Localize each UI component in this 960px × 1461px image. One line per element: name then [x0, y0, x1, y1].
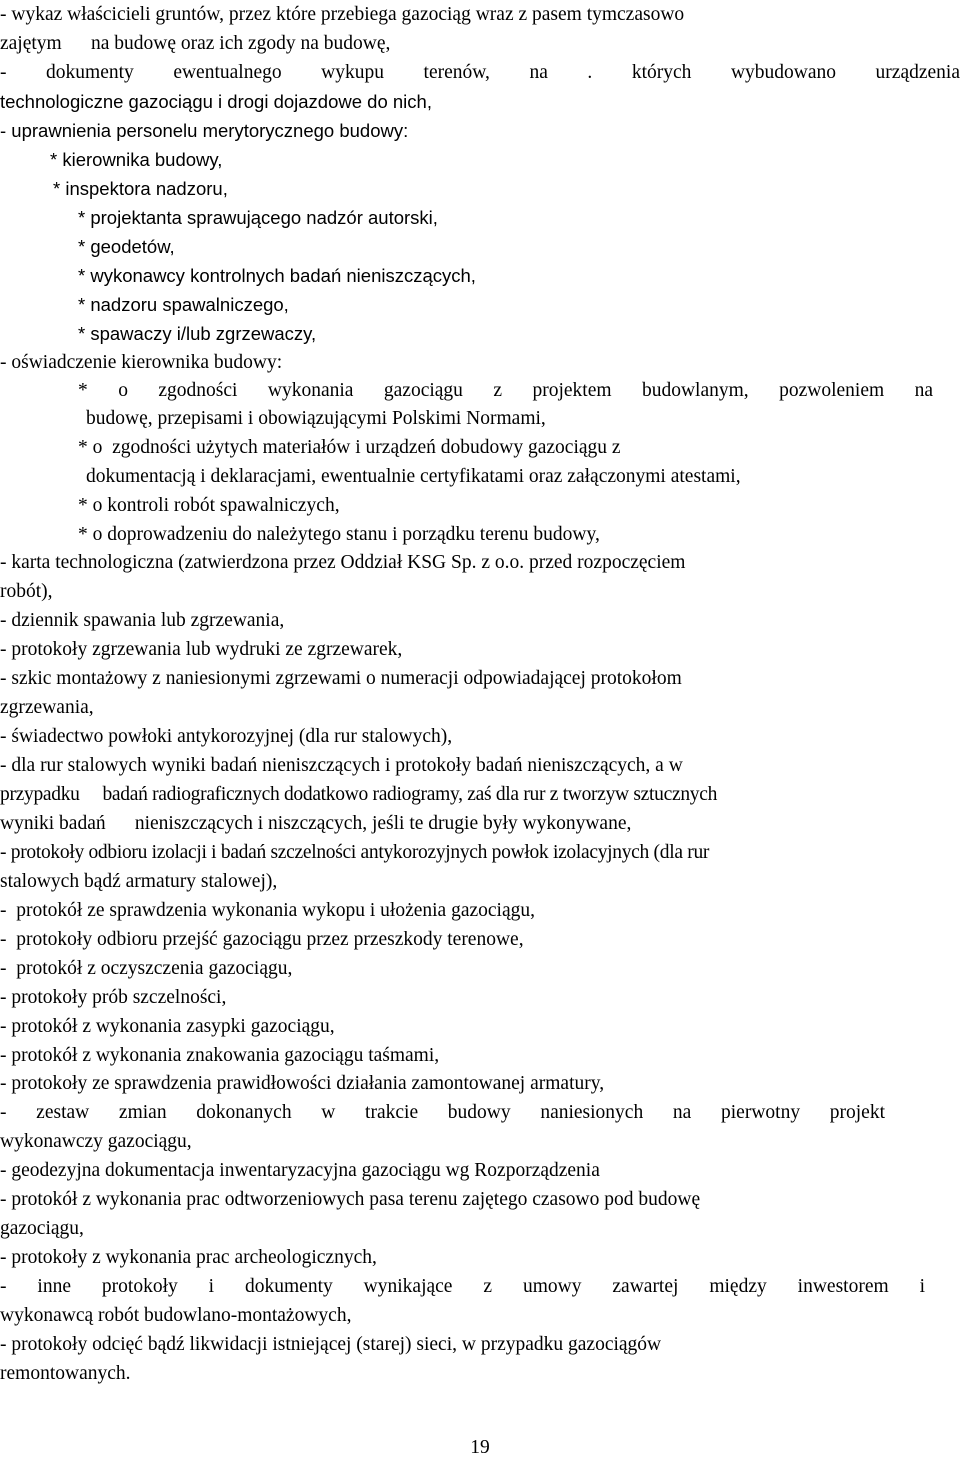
- text-line: * wykonawcy kontrolnych badań nieniszczących,: [78, 265, 476, 286]
- text-line: - protokoły z wykonania prac archeologicznych,: [0, 1247, 377, 1268]
- text-line: * inspektora nadzoru,: [53, 178, 228, 199]
- text-line: * projektanta sprawującego nadzór autorski,: [78, 207, 438, 228]
- text-line: - protokół ze sprawdzenia wykonania wykopu i ułożenia gazociągu,: [0, 900, 535, 921]
- text-line: technologiczne gazociągu i drogi dojazdowe do nich,: [0, 91, 432, 112]
- text-line: wykonawcą robót budowlano-montażowych,: [0, 1305, 352, 1326]
- text-line: budowę, przepisami i obowiązującymi Polskimi Normami,: [86, 408, 546, 429]
- text-line: remontowanych.: [0, 1363, 131, 1384]
- text-line: przypadku badań radiograficznych dodatkowo radiogramy, zaś dla rur z tworzyw sztucznych: [0, 784, 718, 805]
- text-line: gazociągu,: [0, 1218, 84, 1239]
- text-line: - dziennik spawania lub zgrzewania,: [0, 610, 285, 631]
- text-line: - protokoły odbioru przejść gazociągu przez przeszkody terenowe,: [0, 929, 524, 950]
- text-line: - protokół z wykonania prac odtworzeniowych pasa terenu zajętego czasowo pod budowę: [0, 1189, 701, 1210]
- text-line: - dla rur stalowych wyniki badań nieniszczących i protokoły badań nieniszczących, a w: [0, 755, 683, 776]
- text-line: * kierownika budowy,: [50, 149, 223, 170]
- text-line: * o doprowadzeniu do należytego stanu i porządku terenu budowy,: [78, 524, 600, 545]
- text-line: - dokumenty ewentualnego wykupu terenów, na . których wybudowano urządzenia: [0, 62, 960, 83]
- text-line: * o zgodności wykonania gazociągu z projektem budowlanym, pozwoleniem na: [78, 380, 933, 401]
- page-number: 19: [470, 1437, 490, 1458]
- text-line: - wykaz właścicieli gruntów, przez które przebiega gazociąg wraz z pasem tymczasowo: [0, 4, 685, 25]
- text-line: - protokoły odcięć bądź likwidacji istniejącej (starej) sieci, w przypadku gazociągów: [0, 1334, 662, 1355]
- text-line: * nadzoru spawalniczego,: [78, 294, 289, 315]
- text-line: - szkic montażowy z naniesionymi zgrzewami o numeracji odpowiadającej protokołom: [0, 668, 682, 689]
- text-line: - zestaw zmian dokonanych w trakcie budowy naniesionych na pierwotny projekt: [0, 1102, 885, 1123]
- text-line: * o zgodności użytych materiałów i urządzeń dobudowy gazociągu z: [78, 437, 621, 458]
- text-line: - geodezyjna dokumentacja inwentaryzacyjna gazociągu wg Rozporządzenia: [0, 1160, 600, 1181]
- text-line: - uprawnienia personelu merytorycznego budowy:: [0, 120, 409, 141]
- text-line: - karta technologiczna (zatwierdzona przez Oddział KSG Sp. z o.o. przed rozpoczęciem: [0, 552, 686, 573]
- text-line: - protokół z wykonania znakowania gazociągu taśmami,: [0, 1045, 440, 1066]
- text-line: - protokół z wykonania zasypki gazociągu,: [0, 1016, 335, 1037]
- text-line: - protokoły prób szczelności,: [0, 987, 227, 1008]
- text-line: - protokoły ze sprawdzenia prawidłowości działania zamontowanej armatury,: [0, 1073, 605, 1094]
- text-line: wykonawczy gazociągu,: [0, 1131, 192, 1152]
- text-line: robót),: [0, 581, 53, 602]
- text-line: - protokoły zgrzewania lub wydruki ze zgrzewarek,: [0, 639, 403, 660]
- text-line: - inne protokoły i dokumenty wynikające z umowy zawartej między inwestorem i: [0, 1276, 925, 1297]
- text-line: dokumentacją i deklaracjami, ewentualnie certyfikatami oraz załączonymi atestami,: [86, 466, 741, 487]
- text-line: stalowych bądź armatury stalowej),: [0, 871, 278, 892]
- text-line: - oświadczenie kierownika budowy:: [0, 352, 283, 373]
- text-line: * o kontroli robót spawalniczych,: [78, 495, 340, 516]
- text-line: zgrzewania,: [0, 697, 94, 718]
- text-line: zajętym na budowę oraz ich zgody na budowę,: [0, 33, 391, 54]
- text-line: wyniki badań nieniszczących i niszczących, jeśli te drugie były wykonywane,: [0, 813, 632, 834]
- text-line: - świadectwo powłoki antykorozyjnej (dla rur stalowych),: [0, 726, 453, 747]
- text-line: * geodetów,: [78, 236, 175, 257]
- text-line: - protokoły odbioru izolacji i badań szczelności antykorozyjnych powłok izolacyjnych (dla rur: [0, 842, 710, 863]
- text-line: - protokół z oczyszczenia gazociągu,: [0, 958, 293, 979]
- text-line: * spawaczy i/lub zgrzewaczy,: [78, 323, 317, 344]
